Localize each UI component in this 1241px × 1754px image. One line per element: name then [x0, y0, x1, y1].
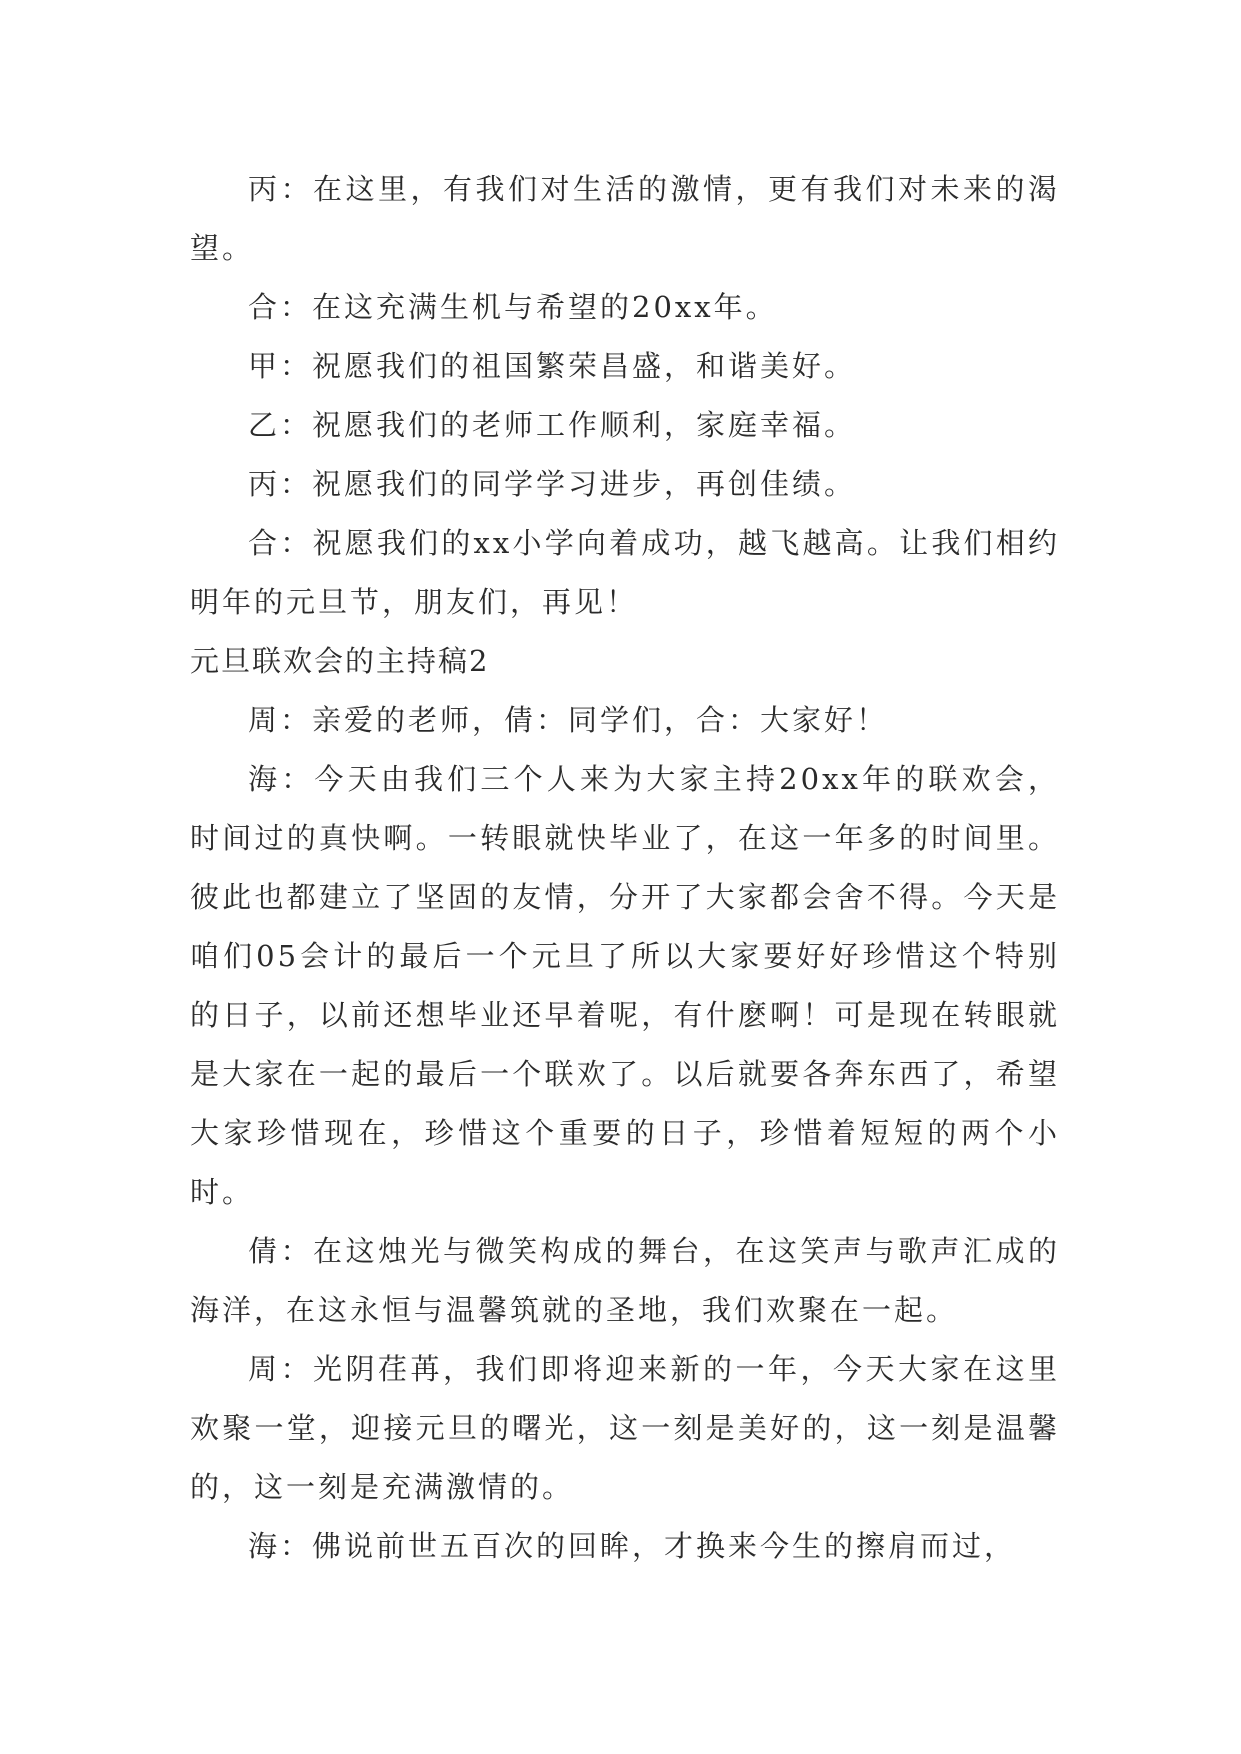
paragraph: 海：佛说前世五百次的回眸，才换来今生的擦肩而过，	[248, 1529, 1017, 1563]
paragraph: 周：亲爱的老师，倩：同学们，合：大家好！	[248, 703, 889, 737]
paragraph: 丙：在这里，有我们对生活的激情，更有我们对未来的渴望。	[190, 172, 1060, 265]
paragraph: 海：今天由我们三个人来为大家主持20xx年的联欢会，时间过的真快啊。一转眼就快毕业了，在这一年多的时间里。彼此也都建立了坚固的友情，分开了大家都会舍不得。今天是咱们05会计的最后一个元旦了所以大家要好好珍惜这个特别的日子，以前还想毕业还早着呢，有什麽啊！可是现在转眼就是大家在一起的最后一个联欢了。以后就要各奔东西了，希望大家珍惜现在，珍惜这个重要的日子，珍惜着短短的两个小时。	[190, 762, 1060, 1209]
paragraph: 乙：祝愿我们的老师工作顺利，家庭幸福。	[248, 408, 857, 442]
document-body	[190, 160, 1060, 1576]
paragraph: 周：光阴荏苒，我们即将迎来新的一年，今天大家在这里欢聚一堂，迎接元旦的曙光，这一刻是美好的，这一刻是温馨的，这一刻是充满激情的。	[190, 1352, 1060, 1504]
section-title: 元旦联欢会的主持稿2	[190, 644, 490, 678]
paragraph: 甲：祝愿我们的祖国繁荣昌盛，和谐美好。	[248, 349, 857, 383]
paragraph: 合：祝愿我们的xx小学向着成功，越飞越高。让我们相约明年的元旦节，朋友们，再见！	[190, 526, 1060, 619]
paragraph: 合：在这充满生机与希望的20xx年。	[248, 290, 778, 324]
paragraph: 丙：祝愿我们的同学学习进步，再创佳绩。	[248, 467, 857, 501]
paragraph: 倩：在这烛光与微笑构成的舞台，在这笑声与歌声汇成的海洋，在这永恒与温馨筑就的圣地，我们欢聚在一起。	[190, 1234, 1060, 1327]
